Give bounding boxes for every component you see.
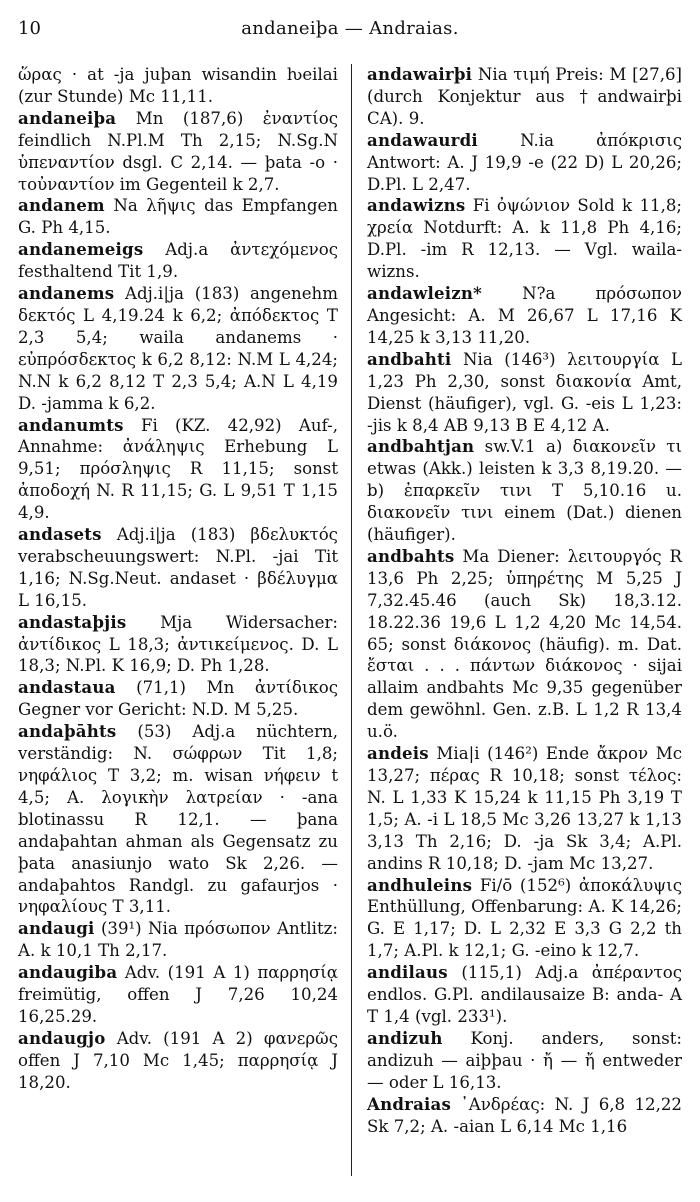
dictionary-entry — [18, 283, 338, 414]
entry-headword: andanumts — [18, 414, 124, 435]
dictionary-entry — [18, 524, 338, 612]
entry-headword: andanemeigs — [18, 239, 144, 260]
entry-definition: Mja Widersacher: ἀντίδικος L 18,3; ἀντικείμενος. D. L 18,3; N.Pl. K 16,9; D. Ph 1,28. — [18, 612, 338, 676]
entry-definition: Adj.a ἀντεχόμενος festhaltend Tit 1,9. — [18, 240, 339, 282]
dictionary-entry — [367, 283, 682, 349]
entry-headword: andaugiba — [18, 962, 118, 983]
entry-headword: andastaua — [18, 677, 116, 698]
entry-definition: (53) Adj.a nüchtern, verständig: N. σώφρων Tit 1,8; νηφάλιος T 3,2; m. wisan νήφειν t 4,5; A. λογικὴν λατρείαν · -ana blotinassu R 12,1. — þana andaþahtan ahman als Gegensatz zu þata anasiunjo wato Sk 2,26. — andaþahtos Randgl. zu gafaurjos · νηφαλίους T 3,11. — [18, 722, 338, 917]
entry-definition: ᾿Ανδρέας: N. J 6,8 12,22 Sk 7,2; A. -aian L 6,14 Mc 1,16 — [367, 1094, 682, 1136]
entry-definition: Adj.i|ja (183) angenehm δεκτός L 4,19.24 k 6,2; ἀπόδεκτος T 2,3 5,4; waila andanems · εὐπρόσδεκτος k 6,2 8,12: N.M L 4,24; N.N k 6,2 8,12 T 2,3 5,4; A.N L 4,19 D. -jamma k 6,2. — [18, 284, 338, 413]
entry-headword: andbahti — [367, 348, 452, 369]
dictionary-entry — [367, 436, 682, 546]
entry-headword: andawizns — [367, 195, 466, 216]
entry-definition: Adv. (191 A 1) παρρησίᾳ freimütig, offen J 7,26 10,24 16,25.29. — [18, 963, 338, 1026]
entry-headword: andhuleins — [367, 874, 473, 895]
entry-headword: andanem — [18, 195, 105, 216]
entry-definition: (39¹) Nia πρόσωπον Antlitz: A. k 10,1 Th 2,17. — [18, 919, 338, 961]
entry-headword: andawairþi — [367, 64, 473, 84]
dictionary-entry — [367, 962, 682, 1028]
entry-definition: Adv. (191 A 2) φανερῶς offen J 7,10 Mc 1,45; παρρησίᾳ J 18,20. — [18, 1028, 338, 1092]
entry-definition: N?a πρόσωπον Angesicht: A. M 26,67 L 17,16 K 14,25 k 3,13 11,20. — [367, 284, 683, 347]
entry-headword: andilaus — [367, 962, 448, 983]
entry-headword: andastaþjis — [18, 611, 127, 632]
entry-headword: andbahtjan — [367, 436, 475, 457]
dictionary-entry — [18, 108, 338, 196]
entry-definition: Fi ὀψώνιον Sold k 11,8; χρεία Notdurft: A. k 11,8 Ph 4,16; D.Pl. -im R 12,13. — Vgl. waila-wizns. — [367, 196, 682, 282]
right-column — [367, 64, 682, 1137]
entry-definition: N.ia ἀπόκρισις Antwort: A. J 19,9 -e (22 D) L 20,26; D.Pl. L 2,47. — [367, 130, 682, 194]
entry-definition: Na λῆψις das Empfangen G. Ph 4,15. — [18, 196, 338, 238]
entry-definition: Nia (146³) λειτουργία L 1,23 Ph 2,30, sonst διακονία Amt, Dienst (häufiger), vgl. G. -eis L 1,23: -jis k 8,4 AB 9,13 B E 4,12 A. — [367, 349, 682, 435]
entry-definition: (71,1) Mn ἀντίδικος Gegner vor Gericht: N.D. M 5,25. — [18, 678, 338, 720]
entry-definition: Konj. anders, sonst: andizuh — aiþþau · ἤ — ἤ entweder — oder L 16,13. — [367, 1028, 683, 1092]
dictionary-entry — [367, 1094, 682, 1138]
entry-headword: andaþāhts — [18, 721, 117, 742]
dictionary-entry — [18, 721, 338, 918]
dictionary-entry — [18, 918, 338, 962]
column-divider — [351, 64, 352, 1176]
dictionary-entry — [18, 612, 338, 678]
entry-definition: Ma Diener: λειτουργός R 13,6 Ph 2,25; ὑπηρέτης M 5,25 J 7,32.45.46 (auch Sk) 18,3.12. 18.22.36 19,6 L 1,2 4,20 Mc 14,54. 65; sonst διάκονος (häufig). m. Dat. ἔσται . . . πάντων διάκονος · sijai allaim andbahts Mc 9,35 gegenüber dem gewöhnl. Gen. z.B. L 1,2 R 13,4 u.ö. — [367, 546, 682, 742]
dictionary-entry — [367, 875, 682, 963]
dictionary-entry — [18, 64, 338, 108]
entry-definition: Fi/ō (152⁶) ἀποκάλυψις Enthüllung, Offenbarung: A. K 14,26; G. E 1,17; D. L 2,32 E 3,3 G 2,2 th 1,7; A.Pl. k 12,1; G. -eino k 12,7. — [367, 875, 682, 961]
entry-headword: andbahts — [367, 545, 455, 566]
entry-headword: andizuh — [367, 1027, 443, 1048]
dictionary-entry — [18, 1028, 338, 1094]
entry-headword: andeis — [367, 743, 429, 764]
entry-definition: Mia|i (146²) Ende ἄκρον Mc 13,27; πέρας R 10,18; sonst τέλος: N. L 1,33 K 15,24 k 11,15 Ph 3,19 T 1,5; A. -i L 18,5 Mc 3,26 13,27 k 1,13 3,13 Th 2,16; D. -ja Sk 3,4; A.Pl. andins R 10,18; D. -jam Mc 13,27. — [367, 744, 682, 873]
entry-headword: andaugjo — [18, 1027, 106, 1048]
dictionary-entry — [18, 677, 338, 721]
page-number: 10 — [18, 18, 41, 39]
entry-headword: andasets — [18, 524, 102, 545]
entry-definition: Adj.i|ja (183) βδελυκτός verabscheuungswert: N.Pl. -jai Tit 1,16; N.Sg.Neut. andaset · βδέλυγμα L 16,15. — [18, 525, 338, 610]
dictionary-entry — [18, 195, 338, 239]
running-title: andaneiþa — Andraias. — [241, 18, 459, 39]
dictionary-entry — [18, 239, 338, 283]
dictionary-entry — [367, 546, 682, 743]
dictionary-entry — [18, 962, 338, 1028]
entry-headword: andanems — [18, 283, 115, 304]
entry-definition: sw.V.1 a) διακονεῖν τι etwas (Akk.) leisten k 3,3 8,19.20. — b) ἐπαρκεῖν τινι T 5,10.16 u. διακονεῖν τινι einem (Dat.) dienen (häufiger). — [367, 437, 682, 545]
dictionary-entry — [367, 130, 682, 196]
dictionary-entry — [367, 64, 682, 130]
dictionary-entry — [367, 195, 682, 283]
entry-headword: andawleizn* — [367, 283, 482, 304]
dictionary-entry — [18, 415, 338, 525]
entry-headword: andawaurdi — [367, 129, 478, 150]
entry-definition: Nia τιμή Preis: M [27,6] (durch Konjektur aus †andwairþi CA). 9. — [367, 65, 682, 128]
dictionary-entry — [367, 1028, 682, 1094]
entry-definition: (115,1) Adj.a ἀπέραντος endlos. G.Pl. andilausaize B: anda- A T 1,4 (vgl. 233¹). — [367, 963, 683, 1026]
entry-definition: Mn (187,6) ἐναντίος feindlich N.Pl.M Th 2,15; N.Sg.N ὑπεναντίον dsgl. C 2,14. — þata -o · τοὐναντίον im Gegenteil k 2,7. — [18, 108, 338, 194]
entry-headword: Andraias — [367, 1093, 452, 1114]
entry-definition: ὥρας · at -ja juþan wisandin ƕeilai (zur Stunde) Mc 11,11. — [18, 65, 338, 106]
entry-headword: andaugi — [18, 918, 95, 939]
left-column — [18, 64, 338, 1094]
page-header — [18, 18, 682, 42]
entry-definition: Fi (KZ. 42,92) Auf-, Annahme: ἀνάληψις Erhebung L 9,51; πρόσληψις R 11,15; sonst ἀποδοχή N. R 11,15; G. L 9,51 T 1,15 4,9. — [18, 415, 338, 523]
entry-headword: andaneiþa — [18, 107, 117, 128]
dictionary-entry — [367, 349, 682, 437]
dictionary-entry — [367, 743, 682, 874]
